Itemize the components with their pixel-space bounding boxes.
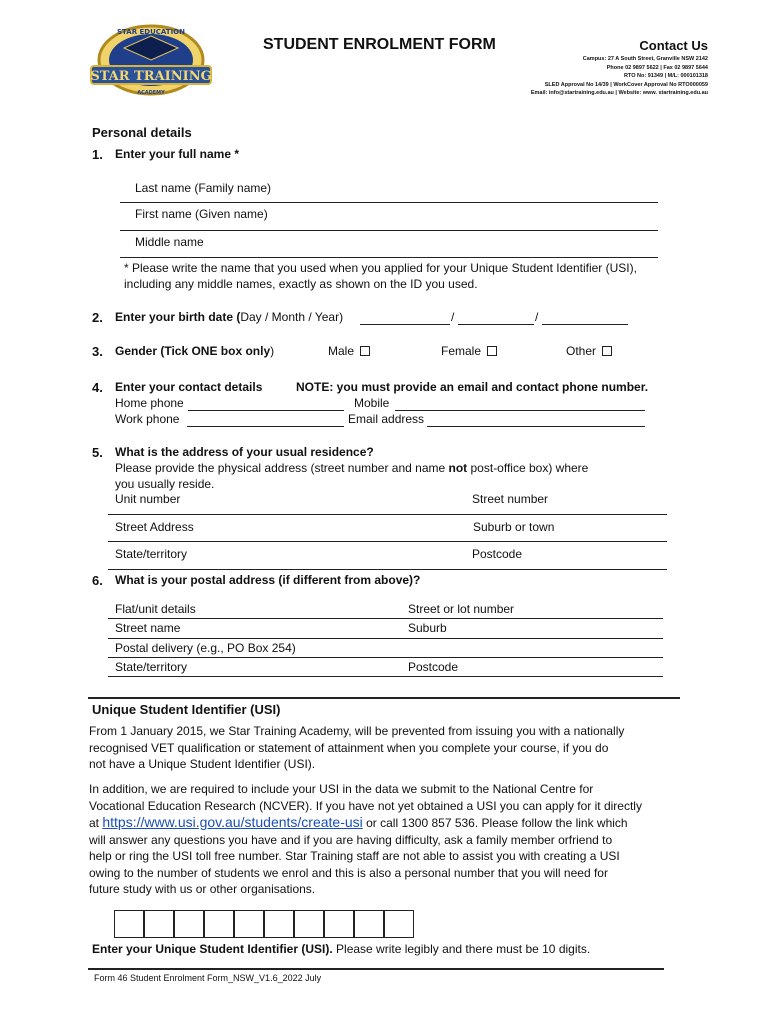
usi-name-note: * Please write the name that you used when you applied for your Unique Student Identifier (USI),: [124, 261, 637, 275]
usi-digit-box[interactable]: [144, 910, 174, 938]
suburb-town-label: Suburb or town: [473, 520, 555, 534]
work-phone-label: Work phone: [115, 412, 180, 426]
footer-divider: [88, 968, 664, 970]
female-checkbox[interactable]: [487, 346, 497, 356]
gender-label: Gender (Tick ONE box only: [115, 344, 271, 358]
usi-paragraph-line: owing to the number of students we enrol and this is also a personal number that you will need for: [89, 865, 608, 880]
gender-label-paren: ): [270, 344, 275, 358]
usi-paragraph-line: Vocational Education Research (NCVER). If you have not yet obtained a USI you can apply for it directly: [89, 798, 642, 813]
contact-line: Email: info@startraining.edu.au | Website: www. startraining.edu.au: [530, 90, 708, 96]
birth-date-label: Enter your birth date (: [115, 310, 241, 324]
contact-line: RTO No: 91349 | M/L: 000101318: [624, 73, 708, 79]
usi-digit-box[interactable]: [294, 910, 324, 938]
other-label: Other: [566, 344, 597, 358]
usi-paragraph-2: [89, 781, 689, 898]
contact-info: [531, 55, 708, 98]
postcode2-label: Postcode: [408, 660, 459, 674]
male-checkbox[interactable]: [360, 346, 370, 356]
usi-name-note: including any middle names, exactly as shown on the ID you used.: [124, 277, 478, 291]
usi-paragraph-1: [89, 723, 689, 773]
last-name-label: Last name (Family name): [135, 181, 272, 195]
question-birth-date: [115, 310, 343, 324]
svg-text:STAR EDUCATION: STAR EDUCATION: [117, 28, 185, 36]
email-label: Email address: [348, 412, 425, 426]
date-separator: /: [451, 310, 455, 324]
postal-row-2-field[interactable]: [108, 638, 663, 639]
date-separator: /: [535, 310, 539, 324]
residence-row-1-field[interactable]: [108, 514, 667, 515]
usi-paragraph-line: From 1 January 2015, we Star Training Academy, will be prevented from issuing you with a nationally: [89, 724, 625, 738]
male-label: Male: [328, 344, 355, 358]
svg-text:ACADEMY: ACADEMY: [137, 90, 165, 96]
middle-name-label: Middle name: [135, 235, 204, 249]
last-name-field[interactable]: [120, 202, 658, 203]
gender-female-option[interactable]: [441, 344, 497, 358]
residence-instruction-text: post-office box) where: [467, 461, 589, 475]
usi-paragraph-text: or call 1300 857 536. Please follow the link which: [362, 816, 628, 830]
gender-male-option[interactable]: [328, 344, 370, 358]
residence-row-3-field[interactable]: [108, 569, 667, 570]
usi-paragraph-line: recognised VET qualification or statement of attainment when you complete your course, if you do: [89, 740, 609, 755]
usi-entry-label: Enter your Unique Student Identifier (USI).: [92, 942, 333, 956]
contact-line: SLED Approval No 14/39 | WorkCover Approval No RTO000059: [544, 81, 708, 88]
first-name-field[interactable]: [120, 230, 658, 231]
usi-paragraph-line: future study with us or other organisations.: [89, 882, 316, 896]
usi-entry-rest: Please write legibly and there must be 10 digits.: [332, 942, 591, 956]
birth-date-format: Day / Month / Year): [240, 310, 344, 324]
usi-digit-box[interactable]: [234, 910, 264, 938]
question-number: 6.: [92, 573, 103, 588]
female-label: Female: [441, 344, 482, 358]
other-checkbox[interactable]: [602, 346, 612, 356]
usi-paragraph-line: help or ring the USI toll free number. Star Training staff are not able to assist you with creating a USI: [89, 849, 620, 863]
work-phone-field[interactable]: [187, 426, 344, 427]
email-field[interactable]: [427, 426, 645, 427]
unit-number-label: Unit number: [115, 492, 181, 506]
street-number-label: Street number: [472, 492, 549, 506]
usi-heading: Unique Student Identifier (USI): [92, 702, 281, 717]
form-title: STUDENT ENROLMENT FORM: [263, 36, 496, 53]
suburb-label: Suburb: [408, 621, 447, 635]
residence-instruction-emphasis: not: [448, 461, 468, 475]
mobile-label: Mobile: [354, 396, 390, 410]
question-full-name: Enter your full name *: [115, 147, 240, 161]
question-residence: What is the address of your usual residence?: [115, 445, 374, 459]
street-lot-label: Street or lot number: [408, 602, 515, 616]
usi-digit-box[interactable]: [264, 910, 294, 938]
usi-digit-box[interactable]: [204, 910, 234, 938]
postal-delivery-label: Postal delivery (e.g., PO Box 254): [115, 641, 296, 655]
usi-paragraph-line: [89, 814, 689, 832]
street-address-label: Street Address: [115, 520, 194, 534]
usi-digit-box[interactable]: [384, 910, 414, 938]
question-number: 1.: [92, 147, 103, 162]
usi-digit-box[interactable]: [114, 910, 144, 938]
postal-row-4-field[interactable]: [108, 676, 663, 677]
usi-digit-box[interactable]: [174, 910, 204, 938]
home-phone-field[interactable]: [188, 410, 344, 411]
usi-digit-box[interactable]: [354, 910, 384, 938]
svg-text:STAR TRAINING: STAR TRAINING: [90, 69, 212, 84]
question-number: 5.: [92, 445, 103, 460]
academy-logo: [86, 22, 216, 102]
question-postal-address: What is your postal address (if different from above)?: [115, 573, 421, 587]
postcode-label: Postcode: [472, 547, 523, 561]
usi-paragraph-line: will answer any questions you have and if you are having difficulty, ask a family member orfriend to: [89, 832, 613, 847]
contact-line: Phone 02 9897 5622 | Fax 02 9897 5644: [606, 64, 708, 71]
postal-row-1-field[interactable]: [108, 618, 663, 619]
state-label: State/territory: [115, 547, 188, 561]
home-phone-label: Home phone: [115, 396, 184, 410]
residence-row-2-field[interactable]: [108, 541, 667, 542]
usi-create-link[interactable]: https://www.usi.gov.au/students/create-usi: [102, 814, 363, 830]
residence-instructions-2: you usually reside.: [115, 477, 215, 491]
birth-day-field[interactable]: [360, 324, 450, 325]
usi-entry-instruction: [92, 942, 590, 956]
contact-title: Contact Us: [639, 38, 708, 53]
birth-month-field[interactable]: [458, 324, 534, 325]
flat-unit-label: Flat/unit details: [115, 602, 196, 616]
usi-paragraph-line: not have a Unique Student Identifier (USI).: [89, 757, 316, 771]
first-name-label: First name (Given name): [135, 207, 268, 221]
mobile-field[interactable]: [395, 410, 645, 411]
residence-instructions: [115, 461, 588, 475]
question-contact-details: Enter your contact details: [115, 380, 263, 394]
question-number: 3.: [92, 344, 103, 359]
usi-paragraph-text: at: [89, 816, 103, 830]
question-gender: [115, 344, 274, 358]
usi-digit-box[interactable]: [324, 910, 354, 938]
usi-section-divider: [88, 697, 680, 699]
gender-other-option[interactable]: [566, 344, 612, 358]
residence-instruction-text: Please provide the physical address (street number and name: [115, 461, 449, 475]
postal-row-3-field[interactable]: [108, 657, 663, 658]
middle-name-field[interactable]: [120, 257, 658, 258]
personal-heading: Personal details: [92, 125, 192, 140]
footer-text: Form 46 Student Enrolment Form_NSW_V1.6_2022 July: [94, 973, 322, 983]
contact-line: Campus: 27 A South Street, Granville NSW 2142: [582, 56, 708, 62]
question-number: 4.: [92, 380, 103, 395]
street-name-label: Street name: [115, 621, 181, 635]
birth-year-field[interactable]: [542, 324, 628, 325]
state2-label: State/territory: [115, 660, 188, 674]
contact-note: NOTE: you must provide an email and contact phone number.: [296, 380, 649, 394]
usi-paragraph-line: In addition, we are required to include your USI in the data we submit to the National Centre for: [89, 782, 594, 796]
question-number: 2.: [92, 310, 103, 325]
